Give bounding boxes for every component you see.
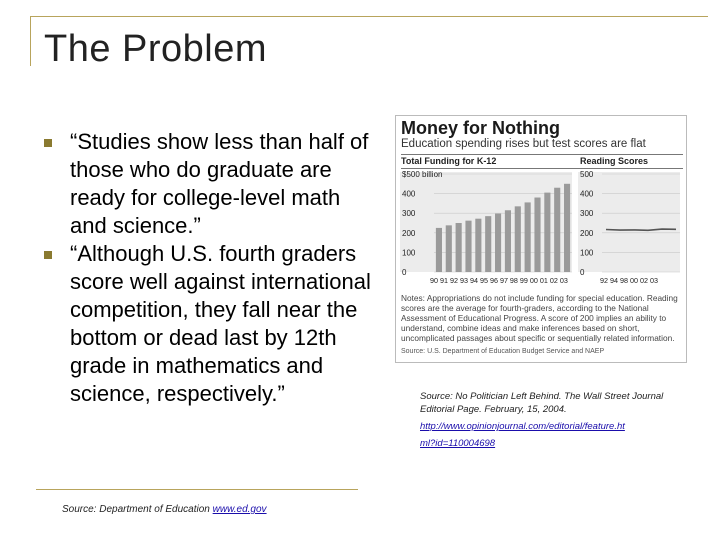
funding-y-tick-label: $500 billion (402, 170, 443, 179)
funding-bar (495, 214, 501, 272)
funding-y-tick-label: 100 (402, 248, 416, 258)
figure-notes: Notes: Appropriations do not include funding for special education. Reading scores are the average for fourth-graders, according to the National Assessment of Educational Progress. A score of 200 implies an ability to understand, combine ideas and make inferences based on short, uncomplicated passages about specific or sequentially related information. (401, 293, 678, 343)
funding-bar (475, 219, 481, 272)
funding-bar (564, 184, 570, 272)
funding-bar (534, 198, 540, 272)
funding-y-tick-label: 400 (402, 189, 416, 199)
funding-panel-title: Total Funding for K-12 (401, 156, 497, 166)
funding-bar (436, 228, 442, 272)
funding-bar-chart (396, 170, 576, 290)
reading-y-tick-label: 0 (580, 268, 585, 277)
reading-line-chart (576, 170, 686, 290)
square-bullet-icon (44, 251, 52, 259)
funding-bar (515, 206, 521, 272)
reading-panel-title: Reading Scores (580, 156, 649, 166)
figure-rule (401, 168, 683, 169)
bullet-item (44, 240, 374, 408)
bullet-item (44, 128, 374, 240)
source-link[interactable]: http://www.opinionjournal.com/editorial/feature.ht (420, 421, 625, 432)
funding-bar (554, 188, 560, 272)
figure-source-note (420, 390, 670, 450)
reading-x-tick-labels: 92 94 98 00 02 03 (600, 276, 658, 285)
funding-bar (544, 193, 550, 272)
funding-y-tick-label: 0 (402, 268, 407, 277)
funding-bar (446, 225, 452, 272)
footer-source-link[interactable]: www.ed.gov (212, 504, 267, 515)
funding-bar (525, 202, 531, 272)
title-frame-top (30, 16, 708, 17)
funding-y-tick-label: 200 (402, 228, 416, 238)
figure-subtitle: Education spending rises but test scores are flat (401, 138, 646, 150)
funding-bar (456, 223, 462, 272)
footer-divider (36, 489, 358, 490)
funding-bar (505, 210, 511, 272)
figure-notes-source: Source: U.S. Department of Education Budget Service and NAEP (401, 348, 605, 355)
funding-bar (485, 216, 491, 272)
source-citation: Source: No Politician Left Behind. The Wall Street Journal Editorial Page. February, 15, 2004. (420, 391, 664, 415)
source-link-continued[interactable]: ml?id=110004698 (420, 438, 496, 449)
funding-x-tick-labels: 90 91 92 93 94 95 96 97 98 99 00 01 02 03 (430, 276, 568, 285)
figure-rule (401, 154, 683, 155)
reading-y-tick-label: 400 (580, 189, 594, 199)
title-frame-left (30, 16, 31, 66)
bullet-text: “Studies show less than half of those who do graduate are ready for college-level math and science.” (70, 129, 369, 238)
reading-y-tick-label: 200 (580, 228, 594, 238)
newspaper-chart-figure (395, 115, 687, 363)
footer-source (62, 504, 267, 515)
slide-title: The Problem (44, 28, 268, 70)
funding-y-tick-label: 300 (402, 209, 416, 219)
reading-y-tick-label: 100 (580, 248, 594, 258)
bullet-list (44, 128, 374, 408)
bullet-text: “Although U.S. fourth graders score well against international competition, they fall near the bottom or dead last by 12th grade in mathematics and science, respectively.” (70, 241, 371, 406)
square-bullet-icon (44, 139, 52, 147)
footer-source-text: Source: Department of Education (62, 504, 213, 515)
figure-title: Money for Nothing (401, 118, 560, 138)
reading-y-tick-label: 300 (580, 209, 594, 219)
funding-bar (465, 221, 471, 272)
reading-y-tick-label: 500 (580, 170, 594, 179)
